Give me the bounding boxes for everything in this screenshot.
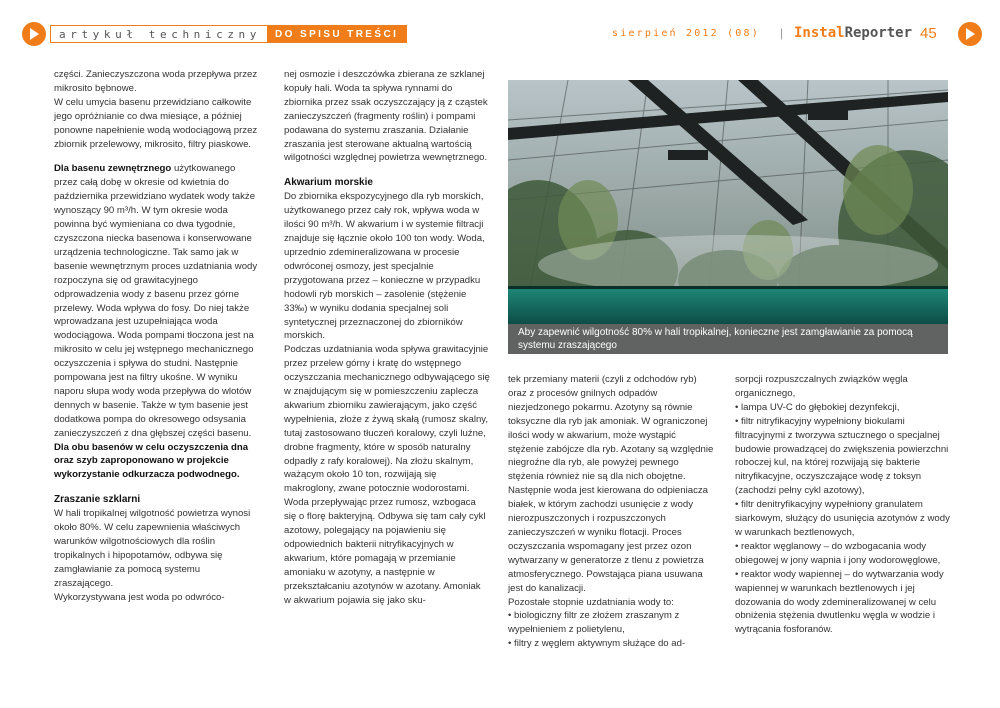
subheading: Akwarium morskie [284,177,373,189]
paragraph: Woda przepływając przez rumosz, wzbogaca się o florę bakteryjną. Odbywa się tam cały cykl azotowy, polegający na pojawieniu się odpowiednich bakterii nitryfikacyjnych w akwarium, które pomagają w przemianie amoniaku w azotyny, a następnie w przekształcaniu azotynów w azotany. Amoniak w akwarium pojawia się jako sku- [284,497,486,606]
list-item: • filtr denitryfikacyjny wypełniony granulatem siarkowym, służący do usunięcia azotynów z wody w warunkach beztlenowych, [735,498,951,540]
list-item: • lampa UV-C do głębokiej dezynfekcji, [735,401,951,415]
article-column-2 [284,68,490,608]
list-item: • biologiczny filtr ze złożem zraszanym z wypełnieniem z polietylenu, [508,609,714,637]
subheading: Zraszanie szklarni [54,494,141,506]
paragraph [54,162,260,440]
list-item: • filtry z węglem aktywnym służące do ad- [508,637,714,651]
issue-date: sierpień 2012 (08) [612,28,760,39]
magazine-brand [794,25,912,41]
list-item: • reaktor węglanowy – do wzbogacania wody obiegowej w jony wapnia i jony wodorowęglowe, [735,540,951,568]
article-column-1 [54,68,260,605]
bold-lead: Dla basenu zewnętrznego [54,163,172,175]
page-header [22,22,982,50]
page-number: 45 [920,25,937,42]
paragraph: Podczas uzdatniania woda spływa grawitacyjnie przez przelew górny i kratę do wstępnego oczyszczania mechanicznego odbywającego się w znajdującym się w pomieszczeniu zaplecza akwarium zbiorniku zawierającym, jako część wypełnienia, złoże z żywą skałą (rumosz skalny, tutaj zastosowano tłuczeń koralowy, czyli luźne, drobne fragmenty, które w sposób naturalny odpadły z rafy koralowej). Na złożu skalnym, ważącym około 10 ton, rozwijają się makroglony, zwane potocznie wodorostami. [284,344,490,495]
paragraph: części. Zanieczyszczona woda przepływa przez mikrosito bębnowe. [54,69,258,94]
paragraph: Do zbiornika ekspozycyjnego dla ryb morskich, użytkowanego przez cały rok, wpływa woda w ilości 90 m³/h. W akwarium i w systemie filtracji znajduje się łącznie około 100 ton wody. Woda, uprzednio zdemineralizowana w procesie odwróconej osmozy, jest specjalnie przygotowana przez – konieczne w przypadku hodowli ryb morskich – zasolenie (stężenie 33‰) w wyniku dodania specjalnej soli syntetycznej przeznaczonej do zbiorników morskich. [284,191,485,342]
toc-link[interactable]: DO SPISU TREŚCI [267,26,406,42]
photo-caption: Aby zapewnić wilgotność 80% w hali tropikalnej, konieczne jest zamgławianie za pomocą systemu zraszającego [508,324,948,354]
paragraph: Wykorzystywana jest woda po odwróco- [54,591,225,603]
paragraph: sorpcji rozpuszczalnych związków węgla organicznego, [735,374,908,399]
greenhouse-photo [508,80,948,354]
previous-page-arrow-icon[interactable] [22,22,46,46]
next-page-arrow-icon[interactable] [958,22,982,46]
treatment-list-continued [735,401,951,637]
list-item: • filtr nitryfikacyjny wypełniony biokulami filtracyjnymi z tworzywa sztucznego o specjalnej budowie prowadzącej do zwiększenia powierzchni roboczej kul, na której rozwijają się bakterie nitryfikacyjne, oczyszczające wodę z toksyn (zachodzi pełny cykl azotowy), [735,415,951,498]
header-separator: | [780,26,784,40]
article-column-3 [508,373,714,651]
article-column-4 [735,373,951,637]
section-label-box [50,25,407,43]
list-item: • reaktor wody wapiennej – do wytwarzania wody wapiennej w warunkach beztlenowych i jej dozowania do wody zdemineralizowanej w celu obniżenia stężenia dwutlenku węgla w wodzie i wytrącania fosforanów. [735,568,951,638]
greenhouse-image [508,80,948,354]
paragraph-text: użytkowanego przez całą dobę w okresie od kwietnia do października przewidziano wydatek wody także wynoszący 90 m³/h. W tym okresie woda powinna być wymieniana co dwa tygodnie, czyszczona niecka basenowa i konserwowane urządzenia technologiczne. Tak samo jak w basenie wewnętrznym proces uzdatniania wody rozpoczyna się od grawitacyjnego odprowadzenia wody z basenu przez górne przelewy. Woda wpływa do fosy. Do niej także wprowadzana jest uzupełniająca woda wodociągowa. Woda pompami tłoczona jest na mikrosito w celu jej wstępnego mechanicznego oczyszczenia i spływa do studni. Następnie pompowana jest na filtry ukośne. W wyniku naporu słupa wody woda przepływa do wlotów dennych w basenie. Także w tym basenie jest dodatkowa pompa do okresowego odsysania zanieczyszczeń z dna głębszej części basenu. [54,163,258,439]
treatment-list [508,609,714,651]
paragraph: nej osmozie i deszczówka zbierana ze szklanej kopuły hali. Woda ta spływa rynnami do zbiornika przez ssak oczyszczający ją z cząstek zanieczyszczeń (fragmenty roślin) i pompami podawana do systemu zraszania. Działanie zraszania jest sterowane aktualną wartością wilgotności względnej powietrza wewnętrznego. [284,69,488,164]
paragraph: Następnie woda jest kierowana do odpieniacza białek, w którym zachodzi usunięcie z wody nierozpuszczonych i rozpuszczonych zanieczyszczeń w wyniku flotacji. Proces oczyszczania wspomagany jest przez ozon wytwarzany w generatorze z tlenu z powietrza atmosferycznego. Powstająca piana usuwana jest do kanalizacji. [508,485,708,594]
brand-part-1: Instal [794,25,845,41]
section-label: artykuł techniczny [59,27,262,41]
bold-paragraph: Dla obu basenów w celu oczyszczenia dna oraz szyb zaproponowano w projekcie wykorzystanie odkurzacza podwodnego. [54,441,249,481]
brand-part-2: Reporter [844,25,913,41]
paragraph: W celu umycia basenu przewidziano całkowite jego opróżnianie co dwa miesiące, a później ponowne napełnienie wodą wodociągową przez zbiornik przelewowy, mikrosito, filtry piaskowe. [54,96,258,150]
paragraph: Pozostałe stopnie uzdatniania wody to: [508,596,674,608]
paragraph: tek przemiany materii (czyli z odchodów ryb) oraz z procesów gnilnych odpadów niezjedzonego pokarmu. Azotyny są równie toksyczne dla ryb jak amoniak. W ograniczonej ilości wody w akwarium, może wystąpić stężenie zabójcze dla ryb. Azotany są względnie niegroźne dla ryb, ale powyżej pewnego stężenia również nie są dla nich obojętne. [508,374,714,483]
paragraph: W hali tropikalnej wilgotność powietrza wynosi około 80%. W celu zapewnienia właściwych warunków wilgotnościowych dla roślin tropikalnych i hipopotamów, odbywa się zamgławianie za pomocą systemu zraszającego. [54,508,251,589]
